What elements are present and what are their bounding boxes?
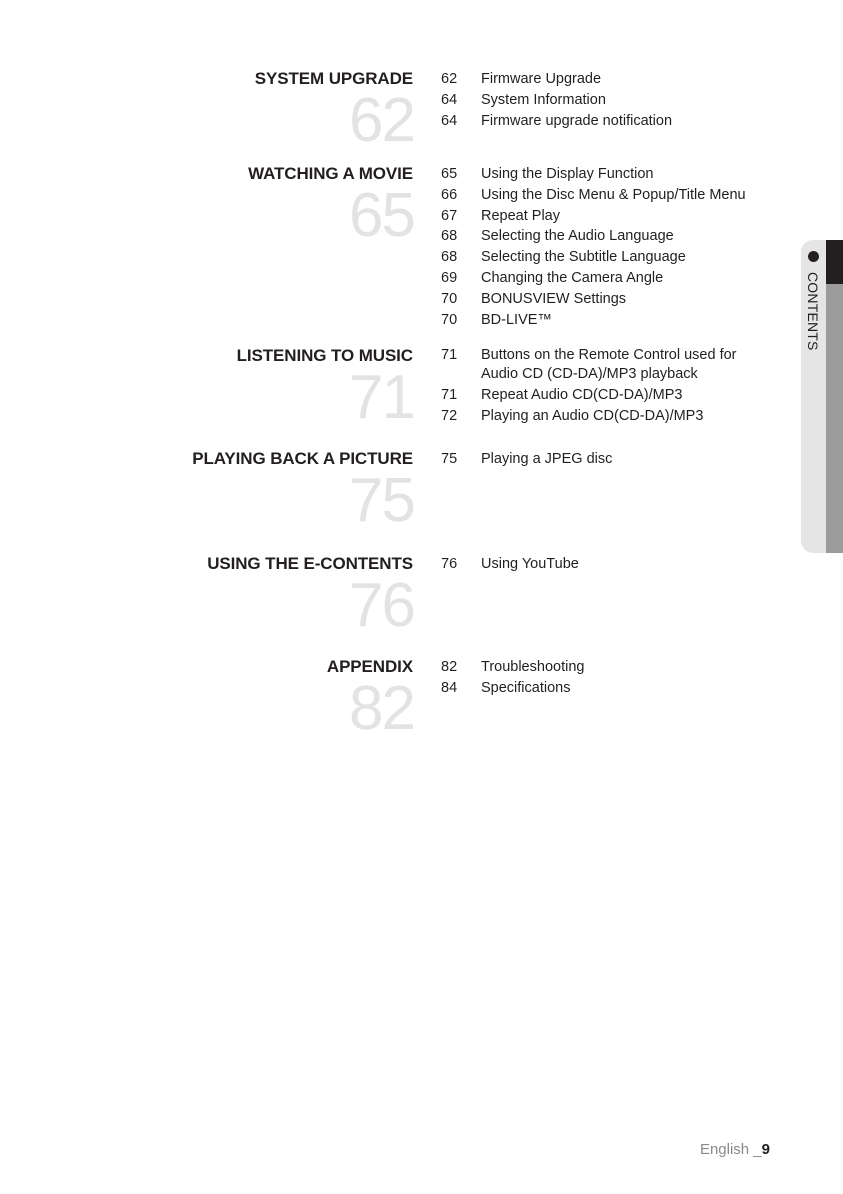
toc-entries	[441, 657, 781, 699]
toc-entries	[441, 346, 771, 427]
toc-entry-text: Playing a JPEG disc	[481, 451, 613, 467]
toc-page-number: 69	[441, 269, 458, 286]
side-tab-label: CONTENTS	[805, 272, 821, 351]
footer-language: English _	[699, 1141, 762, 1158]
toc-entries	[441, 164, 781, 330]
toc-page-number: 64	[441, 91, 458, 108]
toc-entry[interactable]	[441, 226, 781, 247]
toc-page-number: 82	[441, 659, 458, 675]
toc-entry[interactable]	[441, 346, 771, 383]
toc-entry[interactable]	[441, 449, 781, 470]
toc-page-number: 64	[441, 112, 458, 129]
toc-entry-text: BONUSVIEW Settings	[481, 290, 627, 307]
section-big-number: 82	[349, 674, 414, 743]
bullet-dot-icon	[808, 251, 819, 262]
toc-entry-text: Repeat Audio CD(CD-DA)/MP3	[481, 387, 683, 403]
side-tab-marker	[826, 240, 843, 284]
toc-entry-text: Buttons on the Remote Control used for Audio CD (CD-DA)/MP3 playback	[481, 347, 737, 382]
toc-page-number: 66	[441, 186, 458, 203]
toc-page-number: 71	[441, 387, 458, 403]
toc-entries	[441, 449, 781, 470]
toc-entry[interactable]	[441, 164, 781, 185]
toc-entry-text: Using the Disc Menu & Popup/Title Menu	[481, 186, 746, 203]
toc-entry-text: Firmware upgrade notification	[481, 112, 673, 129]
toc-entry[interactable]	[441, 385, 771, 406]
section-title: PLAYING BACK A PICTURE	[192, 449, 413, 468]
section-title: LISTENING TO MUSIC	[236, 346, 413, 365]
toc-entry[interactable]	[441, 90, 781, 111]
toc-entry[interactable]	[441, 554, 781, 575]
toc-page-number: 68	[441, 249, 458, 266]
toc-page-number: 65	[441, 166, 458, 182]
toc-page-number: 76	[441, 556, 458, 572]
section-big-number: 62	[349, 86, 414, 155]
section-big-number: 76	[349, 571, 414, 640]
section-big-number: 65	[349, 181, 414, 250]
toc-entry[interactable]	[441, 247, 781, 268]
toc-entry[interactable]	[441, 657, 781, 678]
toc-entry-text: System Information	[481, 91, 606, 108]
toc-entry[interactable]	[441, 111, 781, 132]
toc-page-number: 70	[441, 290, 458, 307]
section-title: SYSTEM UPGRADE	[254, 69, 413, 88]
toc-page-number: 67	[441, 207, 458, 224]
toc-entry-text: Specifications	[481, 679, 571, 696]
toc-entry-text: Firmware Upgrade	[481, 71, 602, 87]
toc-entry-text: Changing the Camera Angle	[481, 269, 664, 286]
toc-entries	[441, 554, 781, 575]
toc-entries	[441, 69, 781, 131]
toc-entry-text: Selecting the Subtitle Language	[481, 249, 686, 266]
section-title: WATCHING A MOVIE	[248, 164, 413, 183]
toc-entry[interactable]	[441, 406, 771, 427]
toc-entry-text: Repeat Play	[481, 207, 560, 224]
toc-entry-text: BD-LIVE™	[481, 311, 552, 328]
toc-entry[interactable]	[441, 289, 781, 310]
toc-entry[interactable]	[441, 310, 781, 331]
toc-page-number: 71	[441, 347, 458, 363]
toc-page-number: 84	[441, 679, 458, 696]
page-footer	[640, 1141, 770, 1158]
toc-page-number: 70	[441, 311, 458, 328]
page-number: 9	[761, 1141, 770, 1158]
toc-entry[interactable]	[441, 678, 781, 699]
toc-page-number: 72	[441, 407, 458, 424]
toc-page-number: 68	[441, 228, 458, 245]
toc-entry[interactable]	[441, 268, 781, 289]
toc-entry-text: Selecting the Audio Language	[481, 228, 674, 245]
side-tab-strip	[826, 240, 843, 553]
toc-entry[interactable]	[441, 69, 781, 90]
toc-entry-text: Troubleshooting	[481, 659, 585, 675]
section-big-number: 71	[349, 363, 414, 432]
section-title: USING THE E-CONTENTS	[207, 554, 413, 573]
toc-entry[interactable]	[441, 206, 781, 227]
toc-entry-text: Using the Display Function	[481, 166, 654, 182]
section-big-number: 75	[349, 466, 414, 535]
toc-entry-text: Playing an Audio CD(CD-DA)/MP3	[481, 407, 704, 424]
section-title: APPENDIX	[326, 657, 413, 676]
toc-entry-text: Using YouTube	[481, 556, 579, 572]
toc-page-number: 62	[441, 71, 458, 87]
toc-entry[interactable]	[441, 185, 781, 206]
toc-page-number: 75	[441, 451, 458, 467]
